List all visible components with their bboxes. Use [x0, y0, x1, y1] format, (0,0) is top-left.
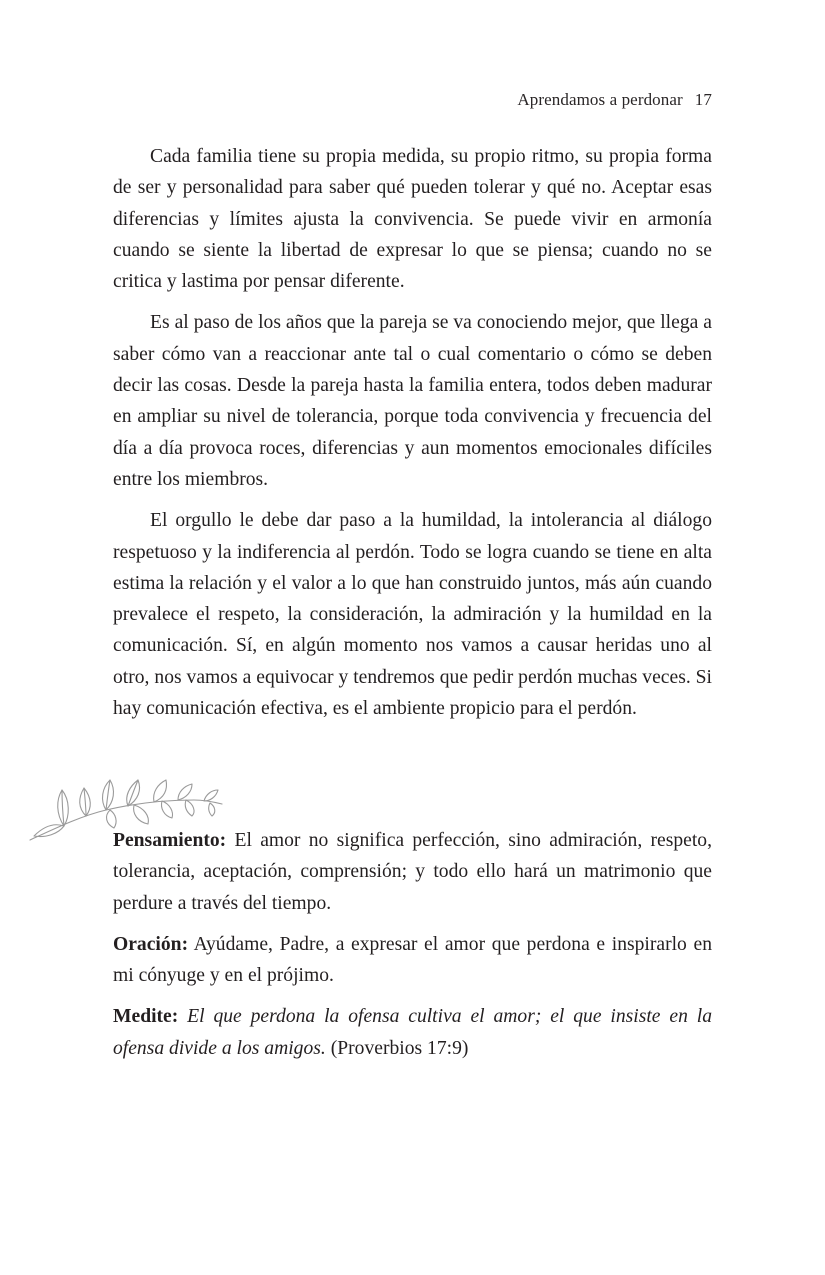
body-text [113, 141, 712, 734]
thought-label: Pensamiento: [113, 830, 227, 851]
thought-text: El amor no significa perfección, sino admiración, respeto, tolerancia, aceptación, comprensión; y todo ello hará un matrimonio que perdure a través del tiempo. [113, 830, 712, 914]
meditate-verse: El que perdona la ofensa cultiva el amor; el que insiste en la ofensa divide a los amigos. [113, 1006, 712, 1059]
page-number: 17 [694, 90, 712, 109]
paragraph: Es al paso de los años que la pareja se va conociendo mejor, que llega a saber cómo van a reaccionar ante tal o cual comentario o cómo se deben decir las cosas. Desde la pareja hasta la familia entera, todos deben madurar en ampliar su nivel de tolerancia, porque toda convivencia y frecuencia del día a día provoca roces, diferencias y aun momentos emocionales difíciles entre los miembros. [113, 312, 712, 490]
paragraph: Cada familia tiene su propia medida, su propio ritmo, su propia forma de ser y personalidad para saber qué pueden tolerar y qué no. Aceptar esas diferencias y límites ajusta la convivencia. Se puede vivir en armonía cuando se siente la libertad de expresar lo que se piensa; cuando no se critica y lastima por pensar diferente. [113, 146, 712, 293]
running-head [517, 90, 712, 110]
reflection-section [113, 825, 712, 1074]
verse-reference: (Proverbios 17:9) [330, 1037, 469, 1059]
prayer-text: Ayúdame, Padre, a expresar el amor que perdona e inspirarlo en mi cónyuge y en el prójimo. [113, 933, 712, 987]
meditate-entry [113, 1001, 712, 1064]
meditate-label: Medite: [113, 1006, 179, 1028]
paragraph: El orgullo le debe dar paso a la humildad, la intolerancia al diálogo respetuoso y la indiferencia al perdón. Todo se logra cuando se tiene en alta estima la relación y el valor a lo que han construido juntos, más aún cuando prevalece el respeto, la consideración, la admiración y la humildad en la comunicación. Sí, en algún momento nos vamos a causar heridas uno al otro, nos vamos a equivocar y tendremos que pedir perdón muchas veces. Si hay comunicación efectiva, es el ambiente propicio para el perdón. [113, 510, 712, 720]
thought-entry [113, 825, 712, 919]
chapter-title: Aprendamos a perdonar [517, 90, 683, 109]
prayer-entry [113, 929, 712, 992]
prayer-label: Oración: [113, 933, 189, 955]
